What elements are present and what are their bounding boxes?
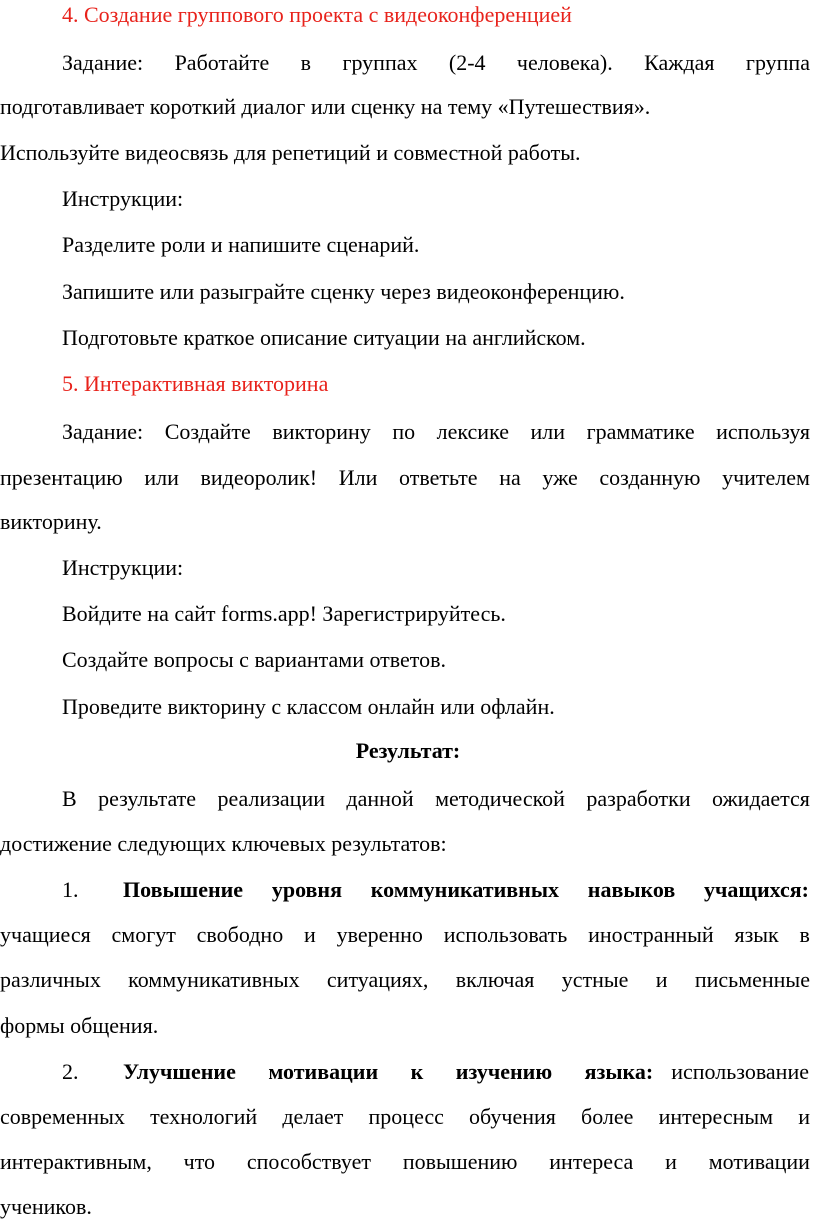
- section-4-task-line-3: Используйте видеосвязь для репетиций и совместной работы.: [0, 140, 581, 165]
- section-5-step-1: Войдите на сайт forms.app! Зарегистрируйтесь.: [62, 601, 506, 626]
- word: Задание:: [62, 419, 144, 444]
- word: языка:: [584, 1059, 654, 1084]
- word: грамматике: [586, 419, 695, 444]
- word: учителем: [722, 465, 810, 490]
- section-4-step-1: Разделите роли и напишите сценарий.: [62, 232, 420, 257]
- word: коммуникативных: [128, 967, 300, 992]
- word: технологий: [150, 1104, 258, 1129]
- word: что: [183, 1149, 216, 1174]
- word: и: [655, 967, 668, 992]
- word: мотивации: [268, 1059, 379, 1084]
- word: или: [530, 419, 566, 444]
- word: (2-4: [448, 50, 486, 75]
- section-5-step-3: Проведите викторину с классом онлайн или офлайн.: [62, 694, 555, 719]
- word: свободно: [196, 922, 284, 947]
- word: Улучшение: [123, 1059, 236, 1084]
- word: уже: [542, 465, 578, 490]
- word: разработки: [586, 786, 691, 811]
- word: более: [581, 1104, 634, 1129]
- section-4-instructions-label: Инструкции:: [62, 186, 184, 211]
- word: язык: [734, 922, 779, 947]
- word: человека).: [516, 50, 613, 75]
- section-4-heading: 4. Создание группового проекта с видеоконференцией: [62, 2, 572, 27]
- section-5-instructions-label: Инструкции:: [62, 555, 184, 580]
- section-5-task-line-1: [62, 419, 810, 445]
- word: данной: [346, 786, 414, 811]
- word: к: [410, 1059, 424, 1084]
- word: В: [62, 786, 77, 811]
- result-item-2-rest: использование: [671, 1059, 809, 1084]
- word: устные: [561, 967, 629, 992]
- word: включая: [455, 967, 535, 992]
- word: и: [798, 1104, 810, 1129]
- word: Или: [338, 465, 378, 490]
- section-4-task-line-1: [62, 50, 810, 76]
- result-item-2-number: 2.: [62, 1059, 79, 1084]
- word: учащиеся: [0, 922, 91, 947]
- result-item-1-title: Повышение уровня коммуникативных навыков учащихся:: [123, 877, 809, 902]
- word: на: [499, 465, 521, 490]
- section-4-step-2: Запишите или разыграйте сценку через видеоконференцию.: [62, 279, 625, 304]
- result-item-2-line-1: [123, 1059, 809, 1085]
- section-4-task-line-2: подготавливает короткий диалог или сценку на тему «Путешествия».: [0, 94, 651, 119]
- word: процесс: [368, 1104, 444, 1129]
- result-intro-line-2: достижение следующих ключевых результатов:: [0, 831, 447, 856]
- word: изучению: [455, 1059, 553, 1084]
- word: или: [144, 465, 179, 490]
- word: ожидается: [712, 786, 810, 811]
- word: используя: [716, 419, 810, 444]
- word: различных: [0, 967, 101, 992]
- word: по: [392, 419, 416, 444]
- word: в: [300, 50, 312, 75]
- word: группах: [342, 50, 418, 75]
- word: делает: [282, 1104, 344, 1129]
- section-5-heading: 5. Интерактивная викторина: [62, 371, 329, 396]
- word: Задание:: [62, 50, 144, 75]
- word: в: [799, 922, 810, 947]
- word: ответьте: [399, 465, 478, 490]
- result-item-1-number: 1.: [62, 877, 79, 902]
- word: уверенно: [336, 922, 423, 947]
- result-item-1-line-4: формы общения.: [0, 1013, 159, 1038]
- word: смогут: [111, 922, 176, 947]
- result-item-2-line-4: учеников.: [0, 1194, 92, 1219]
- word: интересным: [658, 1104, 774, 1129]
- word: ситуациях,: [326, 967, 429, 992]
- word: созданную: [599, 465, 701, 490]
- word: лексике: [436, 419, 509, 444]
- result-item-1-line-2: [0, 922, 810, 948]
- section-5-task-line-2: [0, 465, 810, 491]
- word: и: [665, 1149, 677, 1174]
- word: мотивации: [708, 1149, 810, 1174]
- word: современных: [0, 1104, 125, 1129]
- word: Работайте: [174, 50, 270, 75]
- result-heading: Результат:: [355, 738, 461, 763]
- word: иностранный: [588, 922, 714, 947]
- result-item-2-title: [123, 1059, 653, 1085]
- section-5-task-line-3: викторину.: [0, 509, 102, 534]
- word: использовать: [443, 922, 568, 947]
- word: повышению: [402, 1149, 518, 1174]
- word: группа: [745, 50, 810, 75]
- word: видеоролик!: [200, 465, 318, 490]
- result-item-1-line-3: [0, 967, 810, 993]
- section-5-step-2: Создайте вопросы с вариантами ответов.: [62, 647, 447, 672]
- word: Каждая: [644, 50, 715, 75]
- word: способствует: [246, 1149, 372, 1174]
- word: интереса: [549, 1149, 634, 1174]
- word: и: [304, 922, 316, 947]
- word: реализации: [217, 786, 325, 811]
- word: викторину: [272, 419, 371, 444]
- word: интерактивным,: [0, 1149, 152, 1174]
- word: методической: [435, 786, 565, 811]
- result-intro-line-1: [62, 786, 810, 812]
- word: письменные: [694, 967, 810, 992]
- word: презентацию: [0, 465, 123, 490]
- word: результате: [98, 786, 197, 811]
- word: обучения: [469, 1104, 556, 1129]
- result-item-2-line-3: [0, 1149, 810, 1175]
- word: Создайте: [164, 419, 251, 444]
- section-4-step-3: Подготовьте краткое описание ситуации на английском.: [62, 325, 586, 350]
- result-item-2-line-2: [0, 1104, 810, 1130]
